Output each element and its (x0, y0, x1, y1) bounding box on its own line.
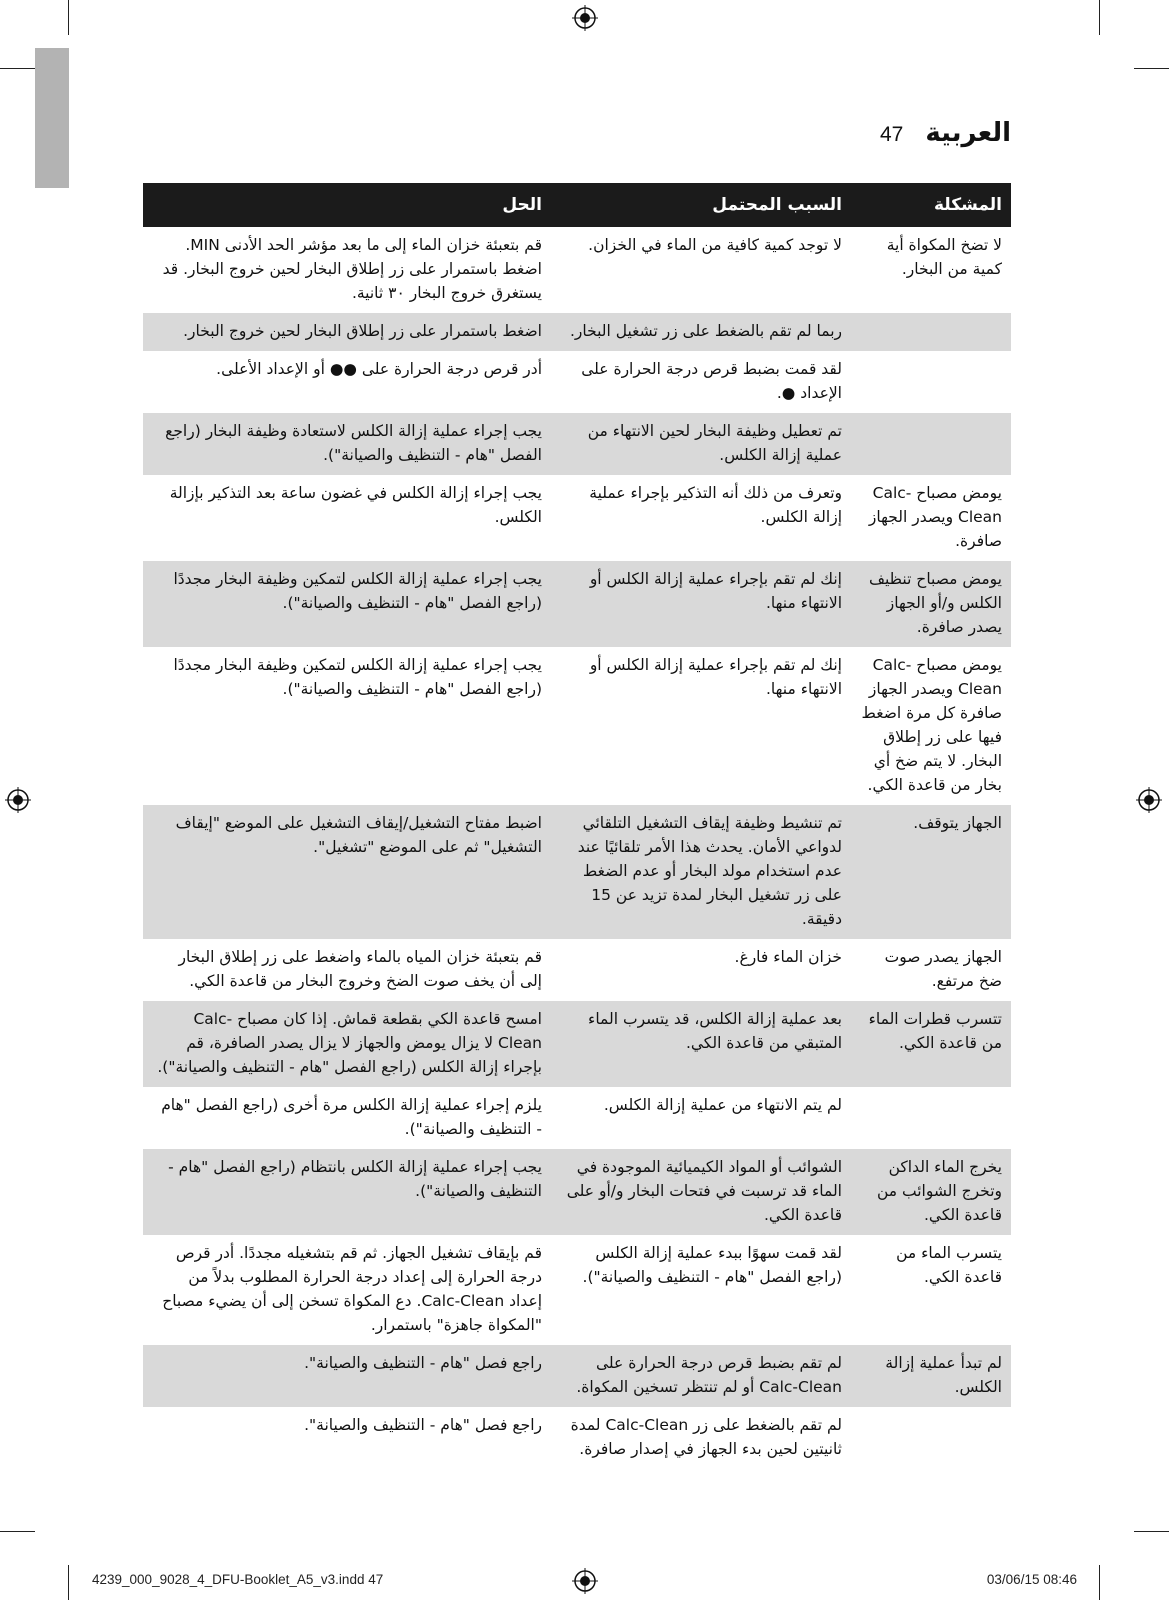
cause-cell: لا توجد كمية كافية من الماء في الخزان. (588, 236, 842, 254)
crop-mark (1134, 1531, 1169, 1532)
solution-cell: يجب إجراء عملية إزالة الكلس لتمكين وظيفة البخار مجددًا (راجع الفصل "هام - التنظيف والصيانة"). (143, 561, 551, 647)
section-tab (35, 48, 69, 188)
cause-cell: تم تنشيط وظيفة إيقاف التشغيل التلقائي لدواعي الأمان. يحدث هذا الأمر تلقائيًا عند عدم استخدام مولد البخار أو عدم الضغط على زر تشغيل البخار لمدة تزيد عن 15 دقيقة. (551, 805, 851, 939)
solution-cell: قم بتعبئة خزان الماء إلى ما بعد مؤشر الحد الأدنى MIN. اضغط باستمرار على زر إطلاق البخار لحين خروج البخار. قد يستغرق خروج البخار ٣٠ ثانية. (162, 236, 542, 302)
table-row (143, 1345, 1011, 1407)
crop-mark (68, 1565, 69, 1600)
cause-cell: وتعرف من ذلك أنه التذكير بإجراء عملية إزالة الكلس. (589, 484, 842, 526)
cause-cell: لم تقم بضبط قرص درجة الحرارة على Calc-Clean أو لم تنتظر تسخين المكواة. (551, 1345, 851, 1407)
problem-cell: الجهاز يتوقف. (851, 805, 1011, 939)
problem-cell (851, 1087, 1011, 1149)
column-header-solution: الحل (143, 183, 551, 227)
table-row (143, 413, 1011, 475)
problem-cell: تتسرب قطرات الماء من قاعدة الكي. (851, 1001, 1011, 1087)
cause-cell: خزان الماء فارغ. (734, 948, 842, 966)
cause-cell: ربما لم تقم بالضغط على زر تشغيل البخار. (551, 313, 851, 351)
solution-cell: اضبط مفتاح التشغيل/إيقاف التشغيل على الموضع "إيقاف التشغيل" ثم على الموضع "تشغيل". (143, 805, 551, 939)
table-row (143, 939, 1011, 1001)
solution-cell: راجع فصل "هام - التنظيف والصيانة". (304, 1416, 542, 1434)
solution-cell: يجب إجراء إزالة الكلس في غضون ساعة بعد التذكير بإزالة الكلس. (169, 484, 542, 526)
cause-cell: تم تعطيل وظيفة البخار لحين الانتهاء من عملية إزالة الكلس. (551, 413, 851, 475)
table-row (143, 1407, 1011, 1469)
solution-cell: قم بإيقاف تشغيل الجهاز. ثم قم بتشغيله مجددًا. أدر قرص درجة الحرارة إلى إعداد درجة الحرارة المطلوب بدلاً من إعداد Calc-Clean. دع المكواة تسخن إلى أن يضيء مصباح "المكواة جاهزة" باستمرار. (162, 1244, 542, 1334)
table-row (143, 1087, 1011, 1149)
cause-cell: لقد قمت سهوًا ببدء عملية إزالة الكلس (راجع الفصل "هام - التنظيف والصيانة"). (582, 1244, 842, 1286)
problem-cell (851, 1407, 1011, 1469)
page-header (880, 118, 1011, 148)
crop-mark (0, 68, 35, 69)
table-row (143, 1235, 1011, 1345)
cause-cell: إنك لم تقم بإجراء عملية إزالة الكلس أو الانتهاء منها. (589, 656, 842, 698)
crop-mark (1099, 0, 1100, 35)
solution-cell: امسح قاعدة الكي بقطعة قماش. إذا كان مصباح Calc-Clean لا يزال يومض والجهاز لا يزال يصدر الصافرة، قم بإجراء إزالة الكلس (راجع الفصل "هام - التنظيف والصيانة"). (143, 1001, 551, 1087)
problem-cell: يومض مصباح تنظيف الكلس و/أو الجهاز يصدر صافرة. (851, 561, 1011, 647)
registration-mark-icon (5, 787, 31, 813)
problem-cell: يخرج الماء الداكن وتخرج الشوائب من قاعدة الكي. (851, 1149, 1011, 1235)
solution-cell: أدر قرص درجة الحرارة على ●● أو الإعداد الأعلى. (216, 360, 542, 378)
problem-cell: يتسرب الماء من قاعدة الكي. (896, 1244, 1002, 1286)
cause-cell: بعد عملية إزالة الكلس، قد يتسرب الماء المتبقي من قاعدة الكي. (551, 1001, 851, 1087)
solution-cell: اضغط باستمرار على زر إطلاق البخار لحين خروج البخار. (143, 313, 551, 351)
problem-cell: لا تضخ المكواة أية كمية من البخار. (886, 236, 1002, 278)
solution-cell: راجع فصل "هام - التنظيف والصيانة". (143, 1345, 551, 1407)
footer-date-time: 03/06/15 08:46 (986, 1572, 1077, 1587)
crop-mark (1099, 1565, 1100, 1600)
table-row (143, 805, 1011, 939)
troubleshooting-table (143, 183, 1011, 1469)
table-row (143, 475, 1011, 561)
table-row (143, 1001, 1011, 1087)
solution-cell: قم بتعبئة خزان المياه بالماء واضغط على زر إطلاق البخار إلى أن يخف صوت الضخ وخروج البخار من قاعدة الكي. (178, 948, 542, 990)
cause-cell: إنك لم تقم بإجراء عملية إزالة الكلس أو الانتهاء منها. (551, 561, 851, 647)
column-header-cause: السبب المحتمل (551, 183, 851, 227)
solution-cell: يلزم إجراء عملية إزالة الكلس مرة أخرى (راجع الفصل "هام - التنظيف والصيانة"). (161, 1096, 542, 1138)
table-header-row (143, 183, 1011, 227)
page-number: 47 (879, 123, 904, 146)
table-row (143, 313, 1011, 351)
cause-cell: الشوائب أو المواد الكيميائية الموجودة في الماء قد ترسبت في فتحات البخار و/أو على قاعدة الكي. (551, 1149, 851, 1235)
problem-cell: يومض مصباح Calc-Clean ويصدر الجهاز صافرة كل مرة اضغط فيها على زر إطلاق البخار. لا يتم ضخ أي بخار من قاعدة الكي. (861, 656, 1002, 794)
solution-cell: يجب إجراء عملية إزالة الكلس لتمكين وظيفة البخار مجددًا (راجع الفصل "هام - التنظيف والصيانة"). (173, 656, 542, 698)
crop-mark (0, 1531, 35, 1532)
table-row (143, 647, 1011, 805)
registration-mark-icon (572, 5, 598, 31)
problem-cell (851, 313, 1011, 351)
table-row (143, 227, 1011, 313)
cause-cell: لم يتم الانتهاء من عملية إزالة الكلس. (603, 1096, 842, 1114)
solution-cell: يجب إجراء عملية إزالة الكلس بانتظام (راجع الفصل "هام - التنظيف والصيانة"). (143, 1149, 551, 1235)
language-title: العربية (925, 118, 1011, 148)
footer-file-name: 4239_000_9028_4_DFU-Booklet_A5_v3.indd 47 (92, 1572, 384, 1587)
registration-mark-icon (1136, 787, 1162, 813)
problem-cell: يومض مصباح Calc-Clean ويصدر الجهاز صافرة. (868, 484, 1002, 550)
table-row (143, 351, 1011, 413)
column-header-problem: المشكلة (851, 183, 1011, 227)
solution-cell: يجب إجراء عملية إزالة الكلس لاستعادة وظيفة البخار (راجع الفصل "هام - التنظيف والصيانة"). (143, 413, 551, 475)
table-row (143, 1149, 1011, 1235)
crop-mark (68, 0, 69, 35)
problem-cell (851, 351, 1011, 413)
cause-cell: لم تقم بالضغط على زر Calc-Clean لمدة ثانيتين لحين بدء الجهاز في إصدار صافرة. (570, 1416, 842, 1458)
registration-mark-icon (572, 1568, 598, 1594)
table-row (143, 561, 1011, 647)
crop-mark (1134, 68, 1169, 69)
problem-cell (851, 413, 1011, 475)
problem-cell: الجهاز يصدر صوت ضخ مرتفع. (884, 948, 1002, 990)
problem-cell: لم تبدأ عملية إزالة الكلس. (851, 1345, 1011, 1407)
cause-cell: لقد قمت بضبط قرص درجة الحرارة على الإعداد ●. (581, 360, 842, 402)
